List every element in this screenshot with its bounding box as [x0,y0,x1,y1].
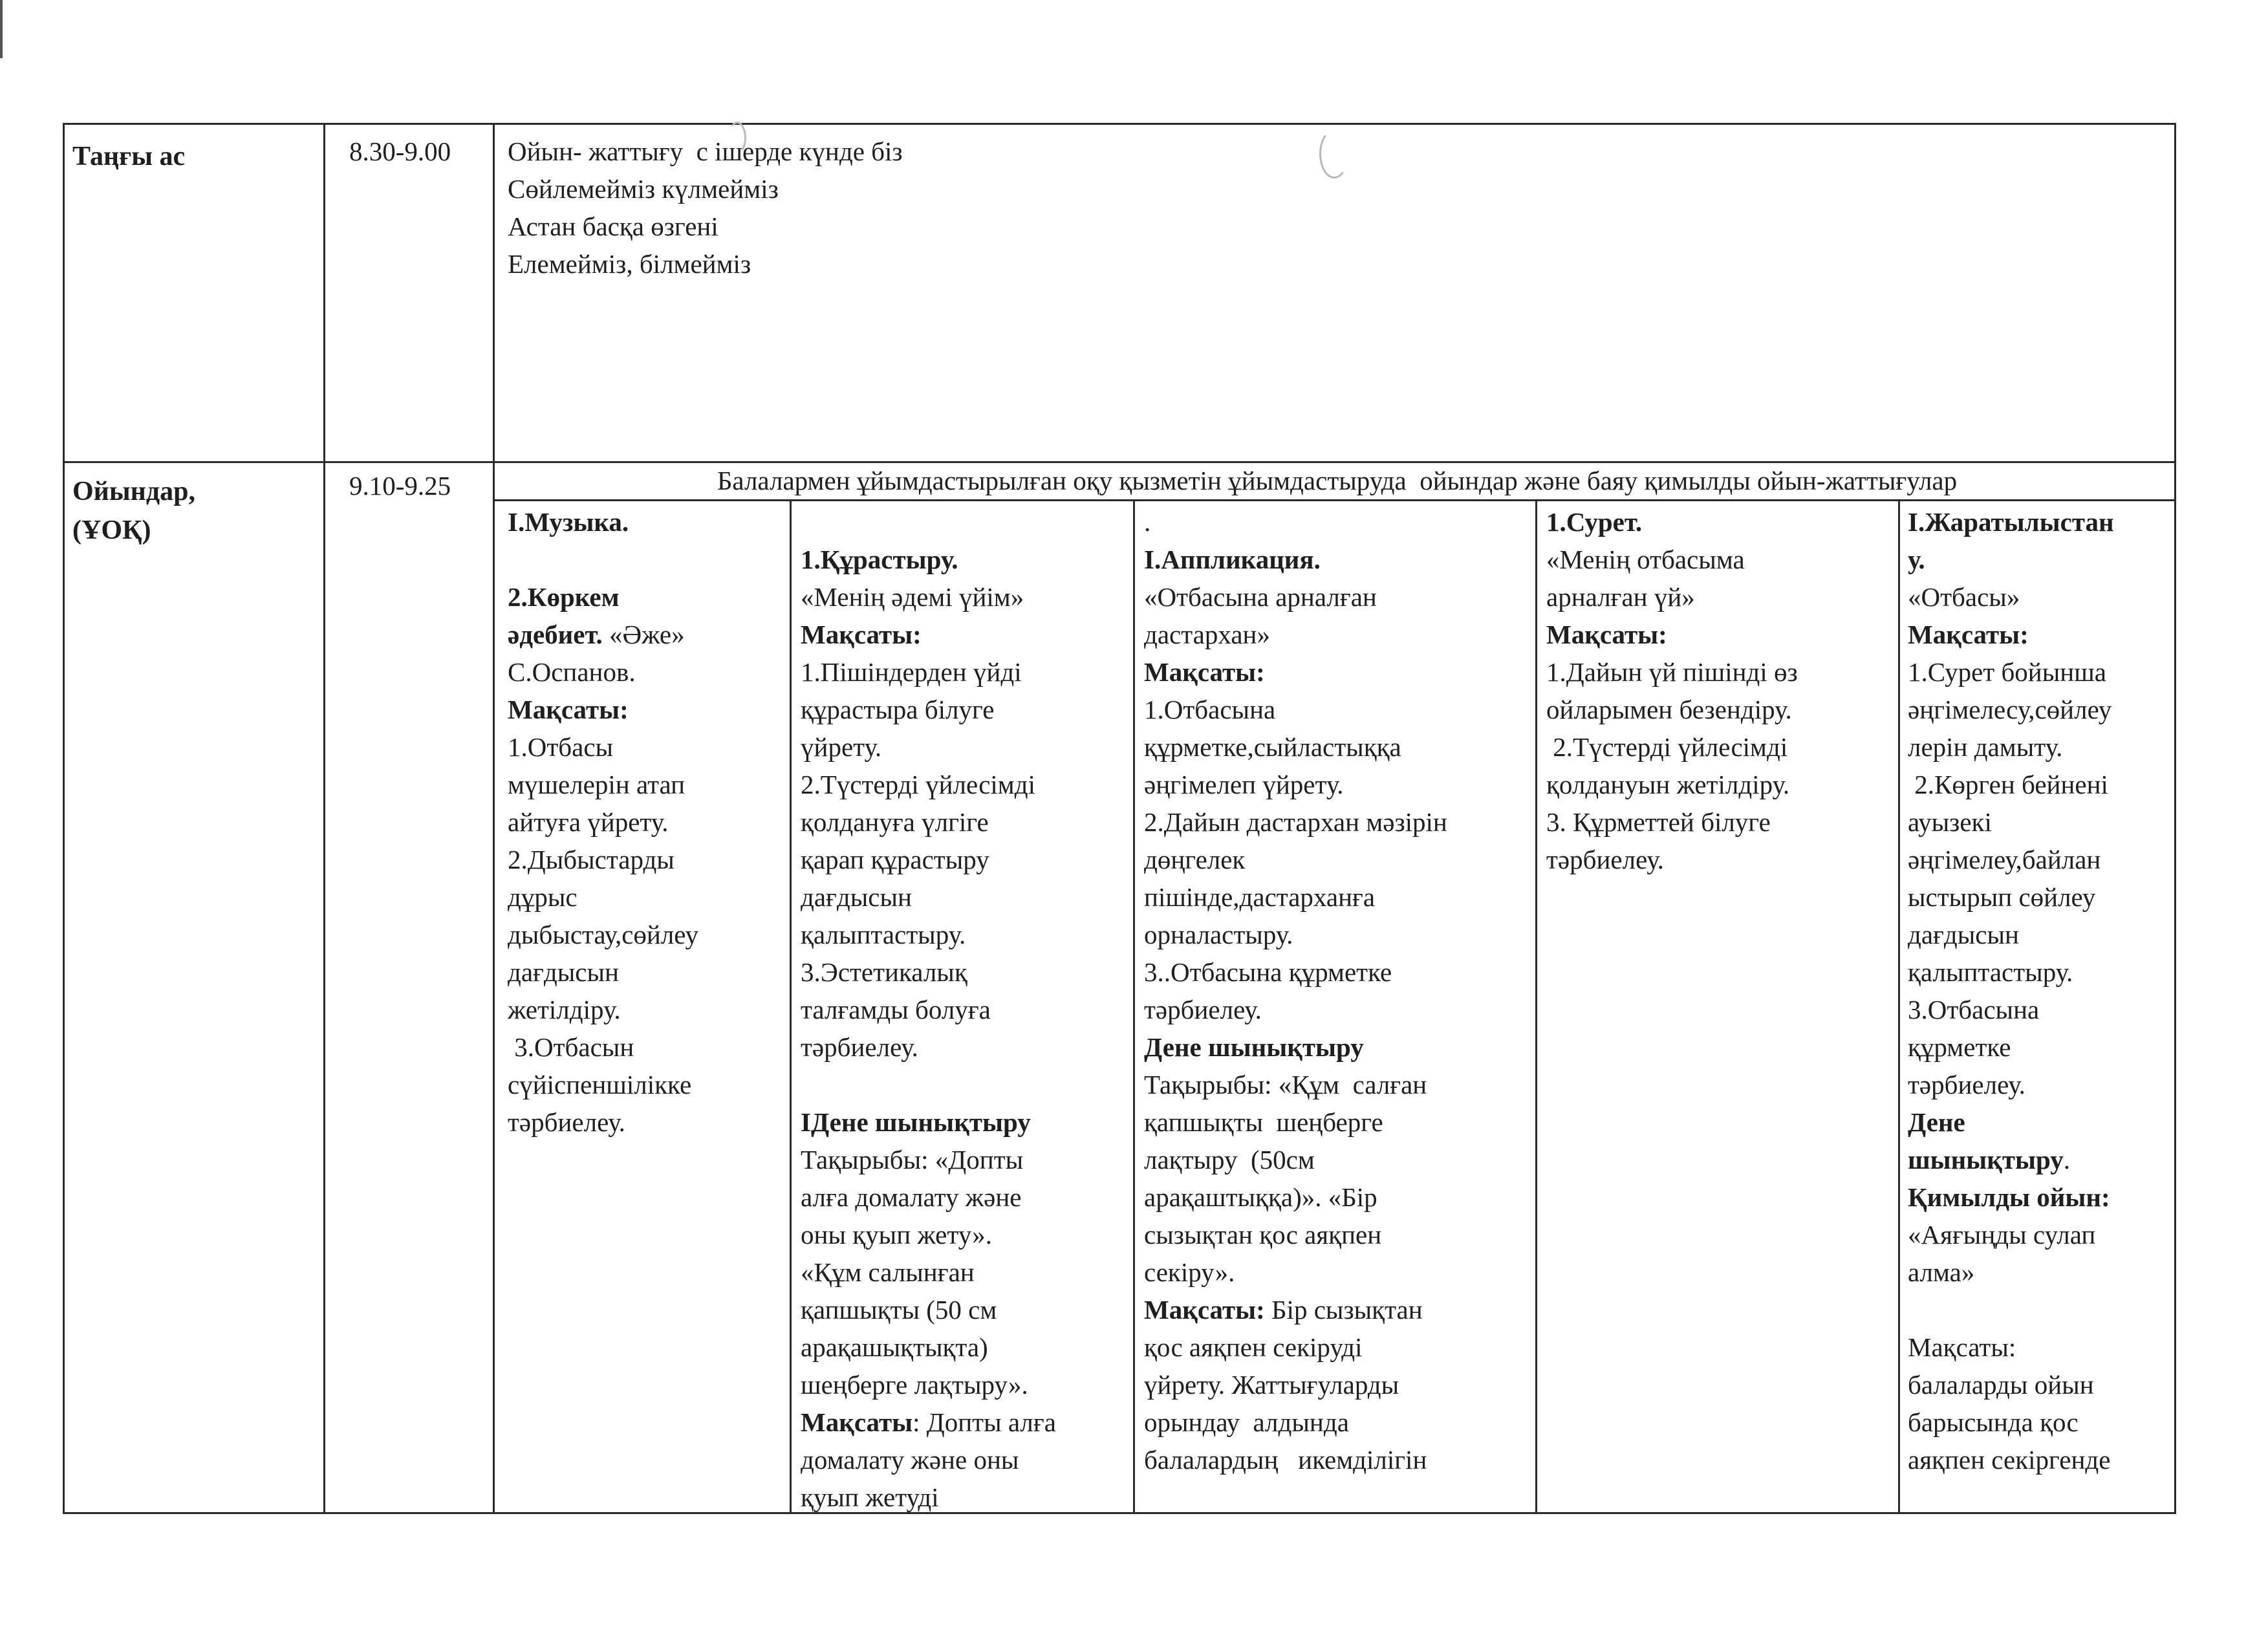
plan-line [1144,766,1532,803]
plan-line [1144,1291,1532,1328]
time-content-divider [493,123,495,1514]
plan-line [1144,916,1532,953]
plan-text: орындау алдында [1144,1407,1349,1437]
plan-text: лерін дамыту. [1908,732,2063,762]
plan-line [508,616,786,653]
column-construction-pe [801,503,1129,1516]
plan-text: лақтыру (50см [1144,1145,1315,1175]
plan-line [1144,878,1532,916]
column-divider [1133,499,1135,1514]
plan-text: ауызекі [1908,807,1992,837]
column-drawing [1546,503,1895,878]
label-time-divider [323,123,325,1514]
plan-text: Бір сызықтан [1264,1295,1423,1325]
plan-text: «Менің әдемі үйім» [801,582,1024,612]
column-application-pe [1144,503,1532,1478]
plan-line [1144,841,1532,878]
plan-line [508,916,786,953]
plan-line [801,1216,1129,1253]
plan-line [1144,991,1532,1028]
plan-heading-text: ІДене шынықтыру [801,1107,1031,1137]
plan-text: қапшықты (50 см [801,1295,997,1325]
blank-line [1908,1291,2172,1328]
plan-line [1908,578,2172,616]
plan-line [801,578,1129,616]
plan-text: секіру». [1144,1257,1235,1287]
plan-heading-text: І.Музыка. [508,507,629,537]
plan-line [801,1253,1129,1291]
plan-line [801,1028,1129,1066]
plan-text: үйрету. [801,732,882,762]
plan-line [508,991,786,1028]
plan-line [801,766,1129,803]
games-time [349,467,491,504]
column-divider [1535,499,1537,1514]
plan-line [1908,691,2172,728]
plan-line [1908,1403,2172,1441]
plan-text: балаларды ойын [1908,1370,2094,1400]
plan-text: әңгімелесу,сөйлеу [1908,695,2112,724]
plan-heading-text: Мақсаты: [1546,620,1667,649]
plan-text: қалыптастыру. [1908,957,2073,987]
plan-line [1144,803,1532,841]
plan-text: «Отбасы» [1908,582,2020,612]
plan-text: қапшықты шеңберге [1144,1107,1383,1137]
games-header [501,462,2173,499]
plan-line [801,841,1129,878]
plan-heading-text: 1.Құрастыру. [801,545,958,574]
plan-text: тәрбиелеу. [1908,1070,2025,1099]
plan-text: «Отбасына арналған [1144,582,1377,612]
plan-text: 3..Отбасына құрметке [1144,957,1392,987]
plan-text: алма» [1908,1257,1975,1287]
plan-line [1908,541,2172,578]
plan-text: құрастыра білуге [801,695,995,724]
blank-line [801,503,1129,541]
rhyme-line: Сөйлемейміз күлмейміз [508,174,779,204]
plan-line [1908,1366,2172,1403]
plan-line [1908,766,2172,803]
row-label-text: Ойындар, [72,477,195,506]
time-text: 8.30-9.00 [349,136,451,166]
plan-line [801,728,1129,766]
plan-line [1144,691,1532,728]
plan-line [801,916,1129,953]
plan-text: . [2063,1145,2071,1175]
plan-text: ойларымен безендіру. [1546,695,1792,724]
plan-text: ыстырып сөйлеу [1908,882,2096,912]
plan-line [1144,728,1532,766]
plan-line [1908,803,2172,841]
plan-text: шеңберге лақтыру». [801,1370,1028,1400]
plan-heading-text: Дене [1908,1107,1965,1137]
plan-line [1908,1103,2172,1141]
plan-text: қолдануын жетілдіру. [1546,770,1790,799]
plan-text: 3. Құрметтей білуге [1546,807,1771,837]
plan-text: 1.Сурет бойынша [1908,657,2106,687]
plan-text: С.Оспанов. [508,657,636,687]
plan-text: қуып жетуді [801,1482,939,1512]
plan-line [1144,578,1532,616]
plan-line [1546,616,1895,653]
plan-heading-text: 2.Көркем [508,582,620,612]
plan-line [1144,1141,1532,1178]
plan-line [508,953,786,991]
plan-line [801,803,1129,841]
plan-text: 2.Түстерді үйлесімді [1546,732,1788,762]
plan-heading-text: Мақсаты [801,1407,913,1437]
plan-line [801,1103,1129,1141]
plan-line [508,1066,786,1103]
plan-text: әңгімелеу,байлан [1908,845,2101,874]
plan-heading-text: Мақсаты: [1908,620,2029,649]
plan-line [1908,916,2172,953]
plan-text: : Допты алға [913,1407,1056,1437]
plan-heading-text: Мақсаты: [508,695,629,724]
plan-text: дағдысын [1908,920,2019,949]
plan-text: үйрету. Жаттығуларды [1144,1370,1399,1400]
plan-line [1144,1178,1532,1216]
plan-text: Тақырыбы: «Құм салған [1144,1070,1427,1099]
plan-line [1908,953,2172,991]
table-right-border [2174,123,2176,1514]
plan-text: қалыптастыру. [801,920,966,949]
plan-line [801,1141,1129,1178]
plan-line [508,1103,786,1141]
plan-text: балалардың икемділігін [1144,1445,1427,1475]
plan-text: «Құм салынған [801,1257,975,1287]
plan-line [508,841,786,878]
plan-text: 3.Эстетикалық [801,957,967,987]
rhyme-line: Астан басқа өзгені [508,211,718,241]
plan-text: орналастыру. [1144,920,1293,949]
column-divider [790,499,792,1514]
plan-line [1144,1216,1532,1253]
plan-line [1144,653,1532,691]
plan-line [1908,1028,2172,1066]
plan-text: дағдысын [508,957,619,987]
plan-line [508,691,786,728]
plan-text: «Аяғыңды сулап [1908,1220,2096,1250]
scan-edge-mark [0,0,3,58]
plan-heading-text: у. [1908,545,1925,574]
plan-text: тәрбиелеу. [508,1107,625,1137]
plan-line [1144,1028,1532,1066]
plan-text: қарап құрастыру [801,845,989,874]
plan-text: мүшелерін атап [508,770,686,799]
plan-text: қос аяқпен секіруді [1144,1332,1363,1362]
plan-line [801,616,1129,653]
plan-text: оны қуып жету». [801,1220,993,1250]
plan-line [1144,503,1532,541]
plan-heading-text: І.Жаратылыстан [1908,507,2114,537]
table-top-border [63,123,2176,125]
plan-text: 3.Отбасын [508,1032,634,1062]
plan-text: 1.Пішіндерден үйді [801,657,1022,687]
plan-line [508,803,786,841]
plan-text: пішінде,дастарханға [1144,882,1376,912]
column-music-literature [508,503,786,1141]
plan-line [1144,1403,1532,1441]
plan-line [1144,1066,1532,1103]
plan-heading-text: әдебиет. [508,620,603,649]
plan-heading-text: Мақсаты: [1144,657,1265,687]
plan-line [1546,691,1895,728]
games-label [72,472,318,550]
plan-line [1144,1441,1532,1478]
plan-line [1908,1253,2172,1291]
plan-line [1908,841,2172,878]
plan-line [1144,1366,1532,1403]
plan-line [801,653,1129,691]
row-label-text: Таңғы ас [72,142,186,171]
plan-heading-text: Дене шынықтыру [1144,1032,1364,1062]
plan-line [508,728,786,766]
plan-text: барысында қос [1908,1407,2079,1437]
plan-text: 1.Отбасына [1144,695,1276,724]
row-label-text: (ҰОҚ) [72,515,151,545]
plan-line [1908,878,2172,916]
blank-line [801,1066,1129,1103]
plan-text: «Менің отбасыма [1546,545,1745,574]
plan-text: арақашықтықта) [801,1332,988,1362]
breakfast-label [72,137,318,176]
plan-text: Тақырыбы: «Допты [801,1145,1024,1175]
rhyme-line: Елемейміз, білмейміз [508,249,751,279]
plan-line [1546,541,1895,578]
plan-line [1546,728,1895,766]
plan-text: 2.Дайын дастархан мәзірін [1144,807,1447,837]
plan-line [508,503,786,541]
plan-text: 2.Түстерді үйлесімді [801,770,1035,799]
plan-line [801,1478,1129,1516]
plan-line [1144,953,1532,991]
plan-text: тәрбиелеу. [1144,995,1262,1024]
plan-line [1546,803,1895,841]
plan-text: тәрбиелеу. [801,1032,918,1062]
plan-text: сызықтан қос аяқпен [1144,1220,1382,1250]
plan-text: әңгімелеп үйрету. [1144,770,1344,799]
plan-line [801,991,1129,1028]
time-text: 9.10-9.25 [349,471,451,501]
plan-line [1908,653,2172,691]
plan-text: 3.Отбасына [1908,995,2040,1024]
plan-text: 1.Дайын үй пішінді өз [1546,657,1798,687]
plan-heading-text: Қимылды ойын: [1908,1182,2110,1212]
plan-line [801,1328,1129,1366]
plan-line [801,878,1129,916]
plan-line [1908,991,2172,1028]
plan-text: жетілдіру. [508,995,621,1024]
plan-text: арналған үй» [1546,582,1695,612]
plan-text: айтуға үйрету. [508,807,669,837]
plan-line [1908,1066,2172,1103]
table-left-border [63,123,65,1514]
plan-text: 1.Отбасы [508,732,614,762]
plan-text: құрметке,сыйластыққа [1144,732,1401,762]
plan-line [1908,1141,2172,1178]
blank-line [508,541,786,578]
plan-text: . [1144,507,1151,537]
plan-line [1144,541,1532,578]
plan-line [508,878,786,916]
plan-line [1546,653,1895,691]
plan-heading-text: І.Аппликация. [1144,545,1321,574]
plan-line [1908,1178,2172,1216]
plan-line [1546,766,1895,803]
plan-text: Мақсаты: [1908,1332,2016,1362]
plan-line [801,1178,1129,1216]
plan-line [508,653,786,691]
plan-text: сүйіспеншілікке [508,1070,692,1099]
plan-line [1546,503,1895,541]
plan-line [801,1441,1129,1478]
plan-line [1144,1103,1532,1141]
plan-text: талғамды болуға [801,995,991,1024]
plan-line [801,1366,1129,1403]
column-nature-pe [1908,503,2172,1478]
plan-heading-text: шынықтыру [1908,1145,2064,1175]
header-text: Балалармен ұйымдастырылған оқу қызметін ұйымдастыруда ойындар және баяу қимылды ойын-жаттығулар [717,466,1958,495]
plan-text: дағдысын [801,882,912,912]
plan-heading-text: Мақсаты: [1144,1295,1265,1325]
plan-line [1144,1328,1532,1366]
plan-text: арақаштыққа)». «Бір [1144,1182,1377,1212]
plan-text: қолдануға үлгіге [801,807,989,837]
plan-line [1144,616,1532,653]
rhyme-line: Ойын- жаттығу с ішерде күнде біз [508,136,903,166]
plan-text: алға домалату және [801,1182,1022,1212]
plan-line [801,541,1129,578]
plan-text: дұрыс [508,882,578,912]
plan-text: тәрбиелеу. [1546,845,1664,874]
plan-line [801,691,1129,728]
plan-line [1908,616,2172,653]
plan-line [1546,841,1895,878]
plan-text: «Әже» [602,620,685,649]
column-divider [1898,499,1900,1514]
plan-text: дыбыстау,сөйлеу [508,920,698,949]
plan-line [1144,1253,1532,1291]
plan-heading-text: 1.Сурет. [1546,507,1643,537]
plan-text: дастархан» [1144,620,1270,649]
plan-line [801,953,1129,991]
plan-heading-text: Мақсаты: [801,620,922,649]
plan-line [508,578,786,616]
plan-text: дөңгелек [1144,845,1246,874]
plan-line [1546,578,1895,616]
plan-line [1908,1216,2172,1253]
breakfast-rhyme [508,133,2163,283]
plan-text: құрметке [1908,1032,2011,1062]
breakfast-time [349,133,491,170]
plan-line [1908,1328,2172,1366]
plan-line [801,1403,1129,1441]
plan-text: домалату және оны [801,1445,1019,1475]
plan-line [508,1028,786,1066]
plan-line [801,1291,1129,1328]
plan-line [1908,1441,2172,1478]
plan-text: 2.Дыбыстарды [508,845,675,874]
plan-text: 2.Көрген бейнені [1908,770,2108,799]
plan-text: аяқпен секіргенде [1908,1445,2111,1475]
plan-line [1908,503,2172,541]
header-divider [493,499,2176,501]
plan-line [508,766,786,803]
plan-line [1908,728,2172,766]
